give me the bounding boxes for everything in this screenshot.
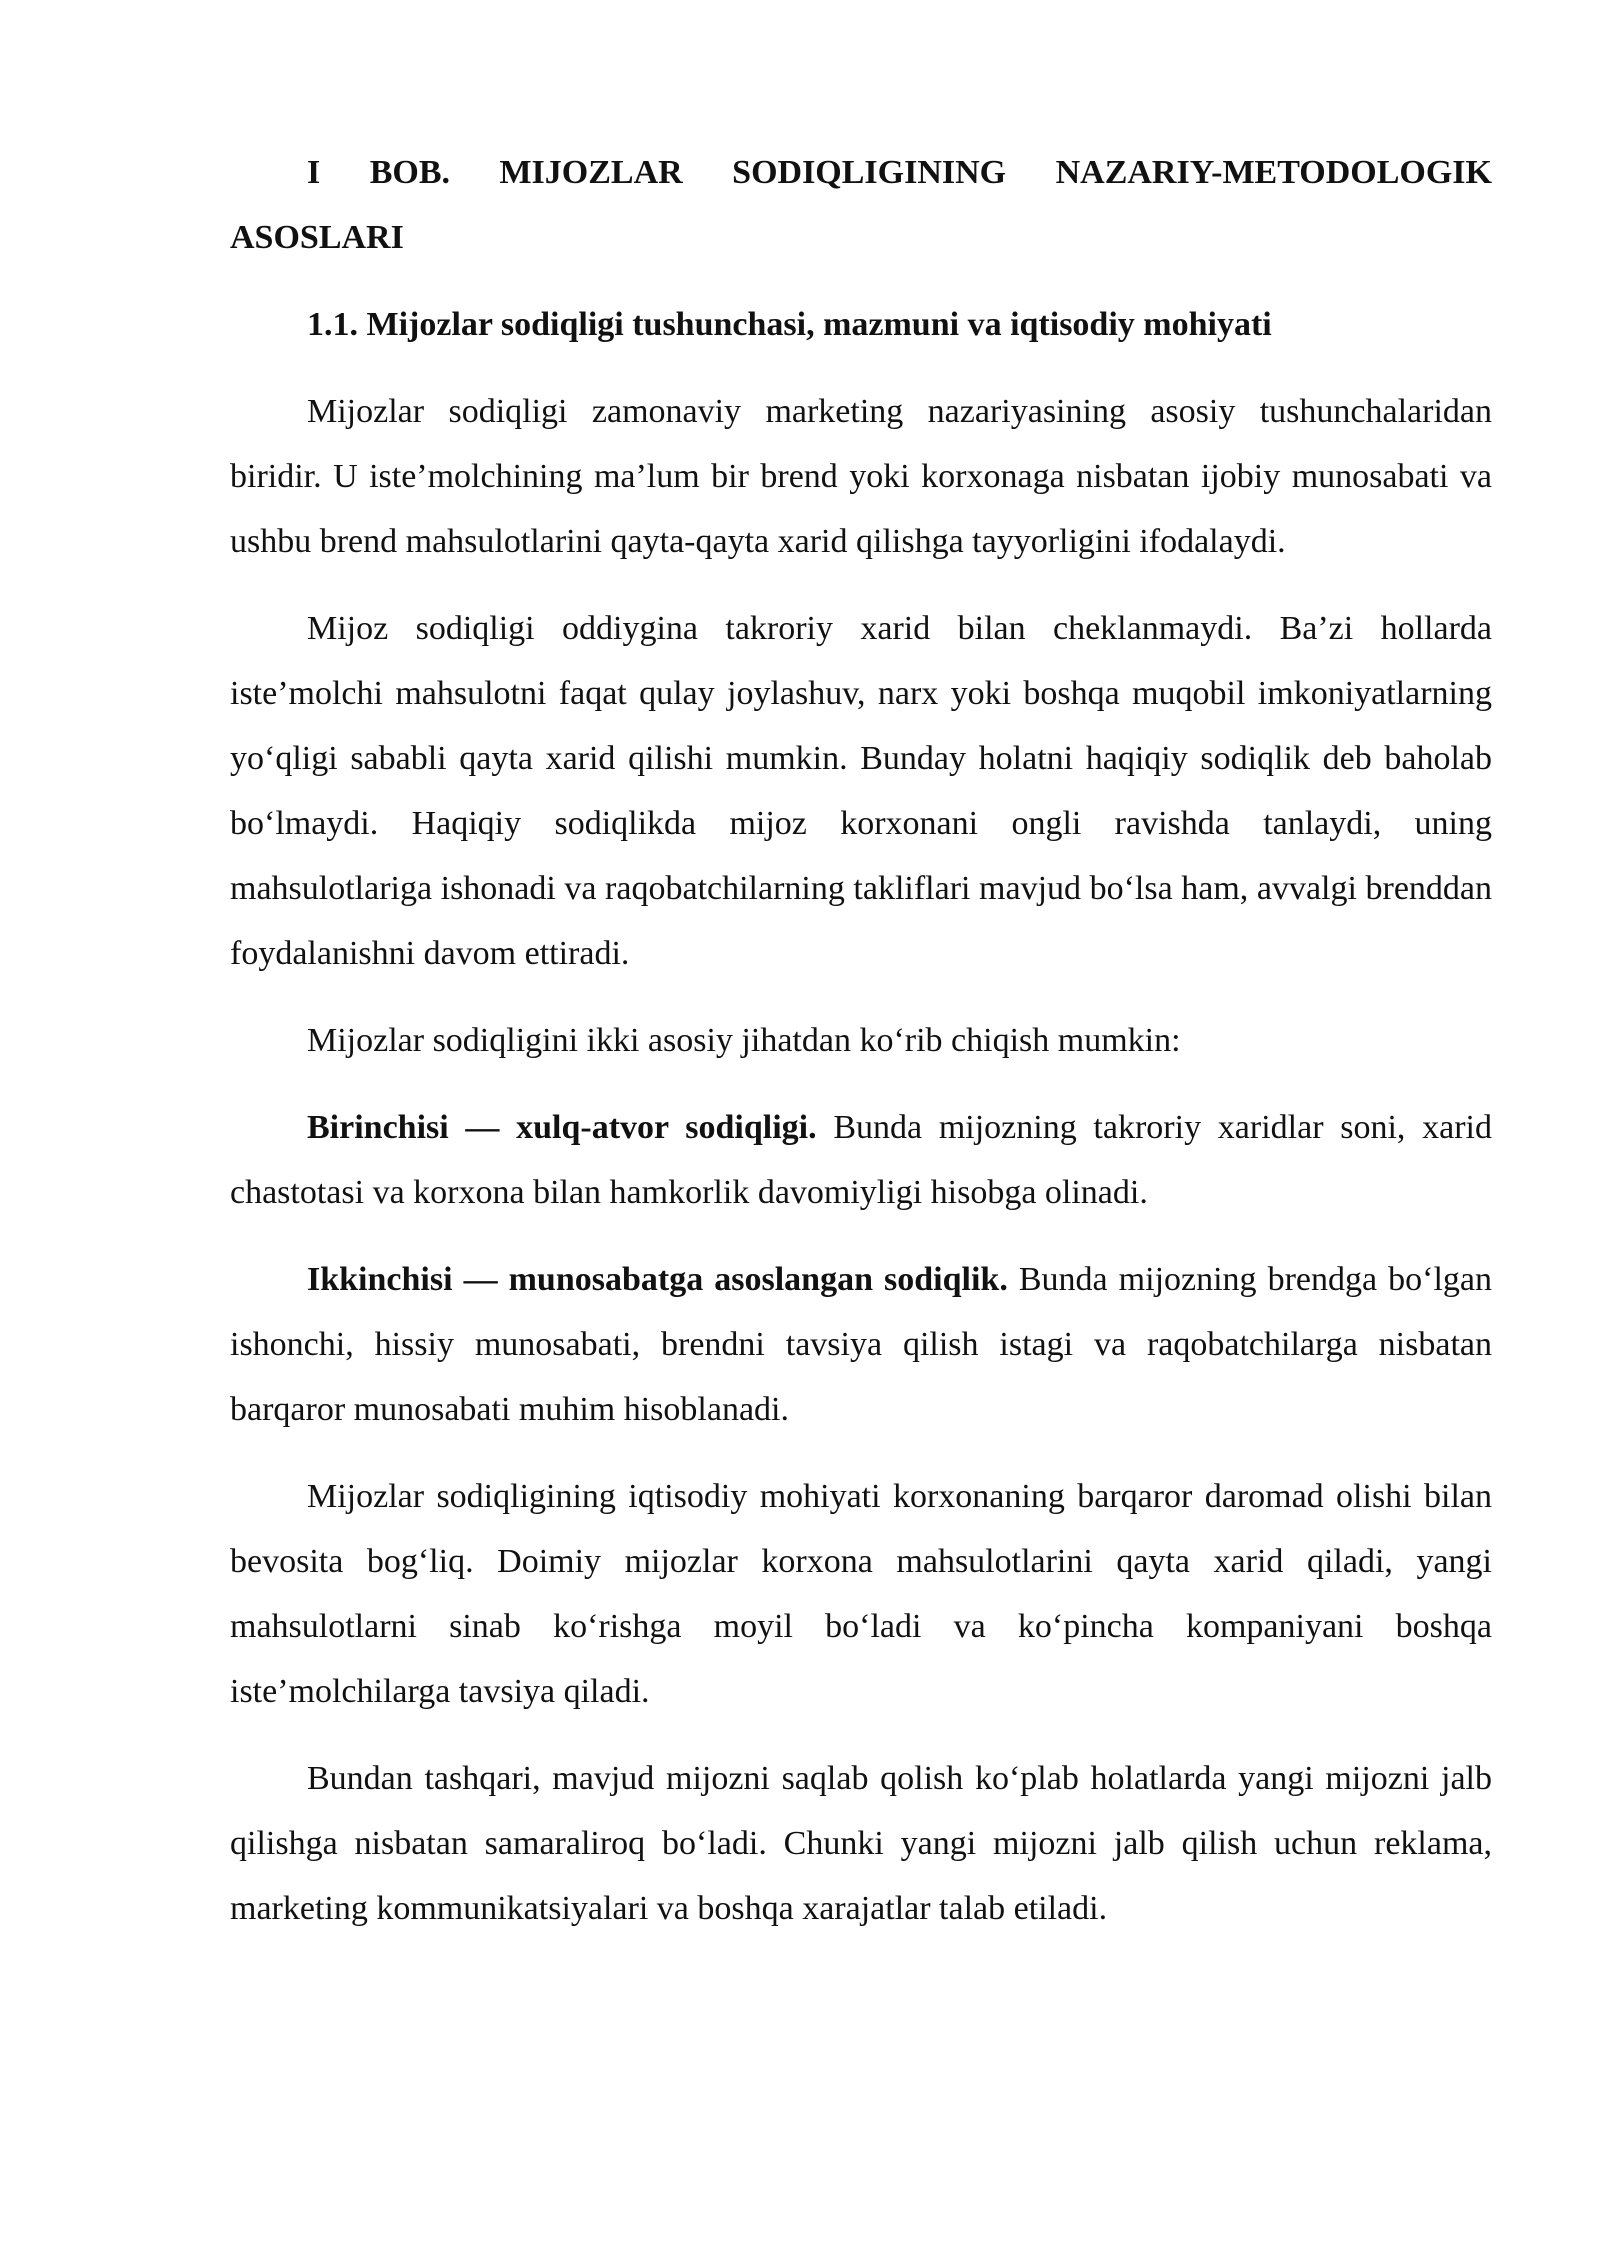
chapter-title: I BOB. MIJOZLAR SODIQLIGINING NAZARIY-METODOLOGIK ASOSLARI <box>230 154 1492 256</box>
paragraph-economic-essence: Mijozlar sodiqligining iqtisodiy mohiyati korxonaning barqaror daromad olishi bilan bevosita bog‘liq. Doimiy mijozlar korxona mahsulotlarini qayta xarid qiladi, yangi mahsulotlarni sinab ko‘rishga moyil bo‘ladi va ko‘pincha kompaniyani boshqa iste’molchilarga tavsiya qiladi. <box>230 1478 1492 1710</box>
paragraph-retention: Bundan tashqari, mavjud mijozni saqlab qolish ko‘plab holatlarda yangi mijozni jalb qilishga nisbatan samaraliroq bo‘ladi. Chunki yangi mijozni jalb qilish uchun reklama, marketing kommunikatsiyalari va boshqa xarajatlar talab etiladi. <box>230 1760 1492 1927</box>
attitudinal-loyalty-text: Bunda mijozning brendga bo‘lgan ishonchi, hissiy munosabati, brendni tavsiya qilish istagi va raqobatchilarga nisbatan barqaror munosabati muhim hisoblanadi. <box>230 1261 1492 1428</box>
section-title: 1.1. Mijozlar sodiqligi tushunchasi, mazmuni va iqtisodiy mohiyati <box>307 306 1272 343</box>
document-page <box>230 140 1492 1963</box>
paragraph-behavioral-loyalty <box>230 1095 1492 1225</box>
behavioral-loyalty-heading: Birinchisi — xulq-atvor sodiqligi. <box>307 1109 817 1146</box>
paragraph-true-loyalty: Mijoz sodiqligi oddiygina takroriy xarid bilan cheklanmaydi. Ba’zi hollarda iste’molchi mahsulotni faqat qulay joylashuv, narx yoki boshqa muqobil imkoniyatlarning yo‘qligi sababli qayta xarid qilishi mumkin. Bunday holatni haqiqiy sodiqlik deb baholab bo‘lmaydi. Haqiqiy sodiqlikda mijoz korxonani ongli ravishda tanlaydi, uning mahsulotlariga ishonadi va raqobatchilarning takliflari mavjud bo‘lsa ham, avvalgi brenddan foydalanishni davom ettiradi. <box>230 610 1492 972</box>
paragraph-definition: Mijozlar sodiqligi zamonaviy marketing nazariyasining asosiy tushunchalaridan biridir. U iste’molchining ma’lum bir brend yoki korxonaga nisbatan ijobiy munosabati va ushbu brend mahsulotlarini qayta-qayta xarid qilishga tayyorligini ifodalaydi. <box>230 393 1492 560</box>
behavioral-loyalty-text: Bunda mijozning takroriy xaridlar soni, xarid chastotasi va korxona bilan hamkorlik davomiyligi hisobga olinadi. <box>230 1109 1493 1211</box>
paragraph-two-aspects: Mijozlar sodiqligini ikki asosiy jihatdan ko‘rib chiqish mumkin: <box>307 1022 1181 1059</box>
paragraph-attitudinal-loyalty <box>230 1247 1492 1442</box>
attitudinal-loyalty-heading: Ikkinchisi — munosabatga asoslangan sodiqlik. <box>307 1261 1008 1298</box>
